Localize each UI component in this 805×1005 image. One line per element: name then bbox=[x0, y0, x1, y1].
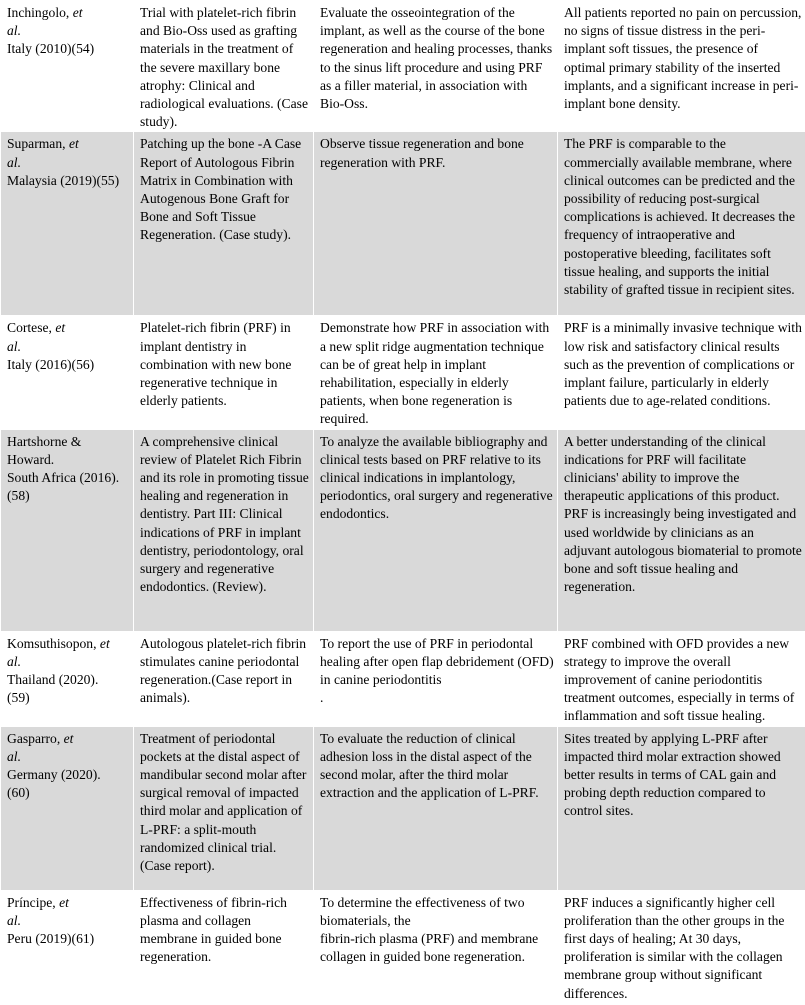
objective-cell: To analyze the available bibliography and clinical tests based on PRF relative to its clinical indications in implantology, periodontics, oral surgery and regenerative endodontics. bbox=[314, 429, 558, 631]
author-cell: Cortese, et al. Italy (2016)(56) bbox=[1, 316, 134, 429]
title-cell: Effectiveness of fibrin-rich plasma and collagen membrane in guided bone regeneration. bbox=[134, 890, 314, 1004]
author-cell: Inchingolo, et al. Italy (2010)(54) bbox=[1, 1, 134, 132]
objective-cell: To evaluate the reduction of clinical adhesion loss in the distal aspect of the second molar, after the third molar extraction and the application of L-PRF. bbox=[314, 726, 558, 890]
author-cell: Príncipe, et al. Peru (2019)(61) bbox=[1, 890, 134, 1004]
table-row bbox=[1, 1, 805, 132]
title-cell: Platelet-rich fibrin (PRF) in implant dentistry in combination with new bone regenerative technique in elderly patients. bbox=[134, 316, 314, 429]
objective-cell: To determine the effectiveness of two biomaterials, the fibrin-rich plasma (PRF) and membrane collagen in guided bone regeneration. bbox=[314, 890, 558, 1004]
author-cell: Gasparro, et al. Germany (2020). (60) bbox=[1, 726, 134, 890]
title-cell: A comprehensive clinical review of Platelet Rich Fibrin and its role in promoting tissue healing and regeneration in dentistry. Part III: Clinical indications of PRF in implant dentistry, periodontology, oral surgery and regenerative endodontics. (Review). bbox=[134, 429, 314, 631]
result-cell: PRF is a minimally invasive technique with low risk and satisfactory clinical results such as the prevention of complications or implant failure, particularly in elderly patients due to age-related conditions. bbox=[558, 316, 805, 429]
result-cell: Sites treated by applying L-PRF after impacted third molar extraction showed better results in terms of CAL gain and probing depth reduction compared to control sites. bbox=[558, 726, 805, 890]
objective-cell: Evaluate the osseointegration of the implant, as well as the course of the bone regeneration and healing processes, thanks to the sinus lift procedure and using PRF as a filler material, in association with Bio-Oss. bbox=[314, 1, 558, 132]
result-cell: PRF combined with OFD provides a new strategy to improve the overall improvement of canine periodontitis treatment outcomes, especially in terms of inflammation and soft tissue healing. bbox=[558, 631, 805, 726]
objective-cell: To report the use of PRF in periodontal healing after open flap debridement (OFD) in canine periodontitis . bbox=[314, 631, 558, 726]
table-row bbox=[1, 132, 805, 316]
title-cell: Trial with platelet-rich fibrin and Bio-Oss used as grafting materials in the treatment of the severe maxillary bone atrophy: Clinical and radiological evaluations. (Case study). bbox=[134, 1, 314, 132]
table-row bbox=[1, 316, 805, 429]
result-cell: All patients reported no pain on percussion, no signs of tissue distress in the peri-implant soft tissues, the presence of optimal primary stability of the inserted implants, and a significant increase in peri-implant bone density. bbox=[558, 1, 805, 132]
title-cell: Patching up the bone -A Case Report of Autologous Fibrin Matrix in Combination with Autogenous Bone Graft for Bone and Soft Tissue Regeneration. (Case study). bbox=[134, 132, 314, 316]
table-row bbox=[1, 890, 805, 1004]
table-row bbox=[1, 429, 805, 631]
author-cell: Suparman, et al. Malaysia (2019)(55) bbox=[1, 132, 134, 316]
title-cell: Autologous platelet-rich fibrin stimulates canine periodontal regeneration.(Case report in animals). bbox=[134, 631, 314, 726]
result-cell: The PRF is comparable to the commercially available membrane, where clinical outcomes can be predicted and the possibility of reducing post-surgical complications is achieved. It decreases the frequency of intraoperative and postoperative bleeding, facilitates soft tissue healing, and supports the initial stability of grafted tissue in recipient sites. bbox=[558, 132, 805, 316]
table-row bbox=[1, 631, 805, 726]
title-cell: Treatment of periodontal pockets at the distal aspect of mandibular second molar after surgical removal of impacted third molar and application of L-PRF: a split-mouth randomized clinical trial. (Case report). bbox=[134, 726, 314, 890]
author-cell: Komsuthisopon, et al. Thailand (2020). (59) bbox=[1, 631, 134, 726]
table-row bbox=[1, 726, 805, 890]
result-cell: A better understanding of the clinical indications for PRF will facilitate clinicians' ability to improve the therapeutic applications of this product. PRF is increasingly being investigated and used worldwide by clinicians as an adjuvant autologous biomaterial to promote bone and soft tissue healing and regeneration. bbox=[558, 429, 805, 631]
author-cell: Hartshorne & Howard. South Africa (2016). (58) bbox=[1, 429, 134, 631]
objective-cell: Observe tissue regeneration and bone regeneration with PRF. bbox=[314, 132, 558, 316]
objective-cell: Demonstrate how PRF in association with a new split ridge augmentation technique can be of great help in implant rehabilitation, especially in elderly patients, when bone regeneration is required. bbox=[314, 316, 558, 429]
result-cell: PRF induces a significantly higher cell proliferation than the other groups in the first days of healing; At 30 days, proliferation is similar with the collagen membrane group without significant differences. bbox=[558, 890, 805, 1004]
